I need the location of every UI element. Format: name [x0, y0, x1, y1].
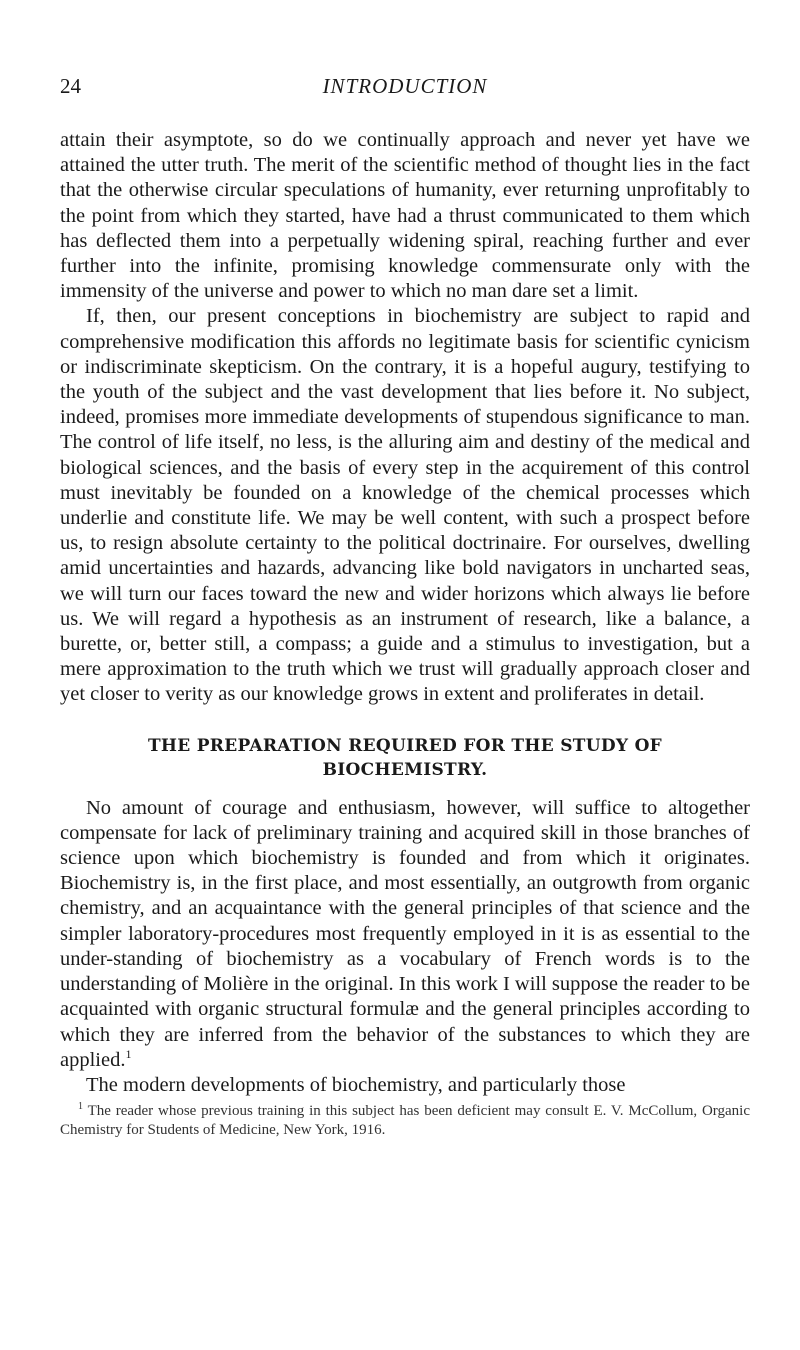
- book-page: [60, 74, 750, 1140]
- paragraph-continuation: attain their asymptote, so do we continually approach and never yet have we attained the utter truth. The merit of the scientific method of thought lies in the fact that the otherwise circular speculations of humanity, ever returning unprofitably to the point from which they started, have had a thrust communicated to them which has deflected them into a perpetually widening spiral, reaching further and ever further into the infinite, promising knowledge commensurate only with the immensity of the universe and power to which no man dare set a limit.: [60, 129, 750, 303]
- footnote-reference: 1: [125, 1046, 132, 1061]
- footnote-text: The reader whose previous training in this subject has been deficient may consult E. V. McCollum, Organic Chemistry for Students of Medicine, New York, 1916.: [60, 1103, 750, 1139]
- body-text: [60, 128, 750, 1140]
- section-heading: THE PREPARATION REQUIRED FOR THE STUDY OF BIOCHEMISTRY.: [147, 735, 663, 780]
- page-number: 24: [60, 74, 81, 98]
- paragraph-modern-developments: The modern developments of biochemistry, and particularly those: [86, 1073, 626, 1096]
- paragraph-biochemistry-conceptions: If, then, our present conceptions in biochemistry are subject to rapid and comprehensive modification this affords no legitimate basis for scientific cynicism or indiscriminate skepticism. On the contrary, it is a hopeful augury, testifying to the youth of the subject and the vast development that lies before it. No subject, indeed, promises more immediate developments of stupendous significance to man. The control of life itself, no less, is the alluring aim and destiny of the medical and biological sciences, and the basis of every step in the acquirement of this control must inevitably be founded on a knowledge of the chemical processes which underlie and constitute life. We may be well content, with such a prospect before us, to resign absolute certainty to the political doctrinaire. For ourselves, dwelling amid uncertainties and hazards, advancing like bold navigators in uncharted seas, we will turn our faces toward the new and wider horizons which always lie before us. We will regard a hypothesis as an instrument of research, like a balance, a burette, or, better still, a compass; a guide and a stimulus to investigation, but a mere approximation to the truth which we trust will gradually approach closer and yet closer to verity as our knowledge grows in extent and proliferates in detail.: [60, 305, 750, 706]
- running-title: INTRODUCTION: [322, 74, 488, 98]
- paragraph-preparation-text: No amount of courage and enthusiasm, however, will suffice to altogether compensate for lack of preliminary training and acquired skill in those branches of science upon which biochemistry is founded and from which it originates. Biochemistry is, in the first place, and most essentially, an outgrowth from organic chemistry, and an acquaintance with the general principles of that science and the simpler laboratory-procedures most frequently employed in it is as essential to the under-standing of biochemistry as a vocabulary of French words is to the understanding of Molière in the original. In this work I will suppose the reader to be acquainted with organic structural formulæ and the general principles according to which they are inferred from the behavior of the substances to which they are applied.: [60, 796, 751, 1071]
- paragraph-preparation: [60, 796, 750, 1073]
- page-header: [60, 74, 750, 108]
- footnote: [60, 1102, 750, 1140]
- footnote-mark: 1: [78, 1101, 83, 1113]
